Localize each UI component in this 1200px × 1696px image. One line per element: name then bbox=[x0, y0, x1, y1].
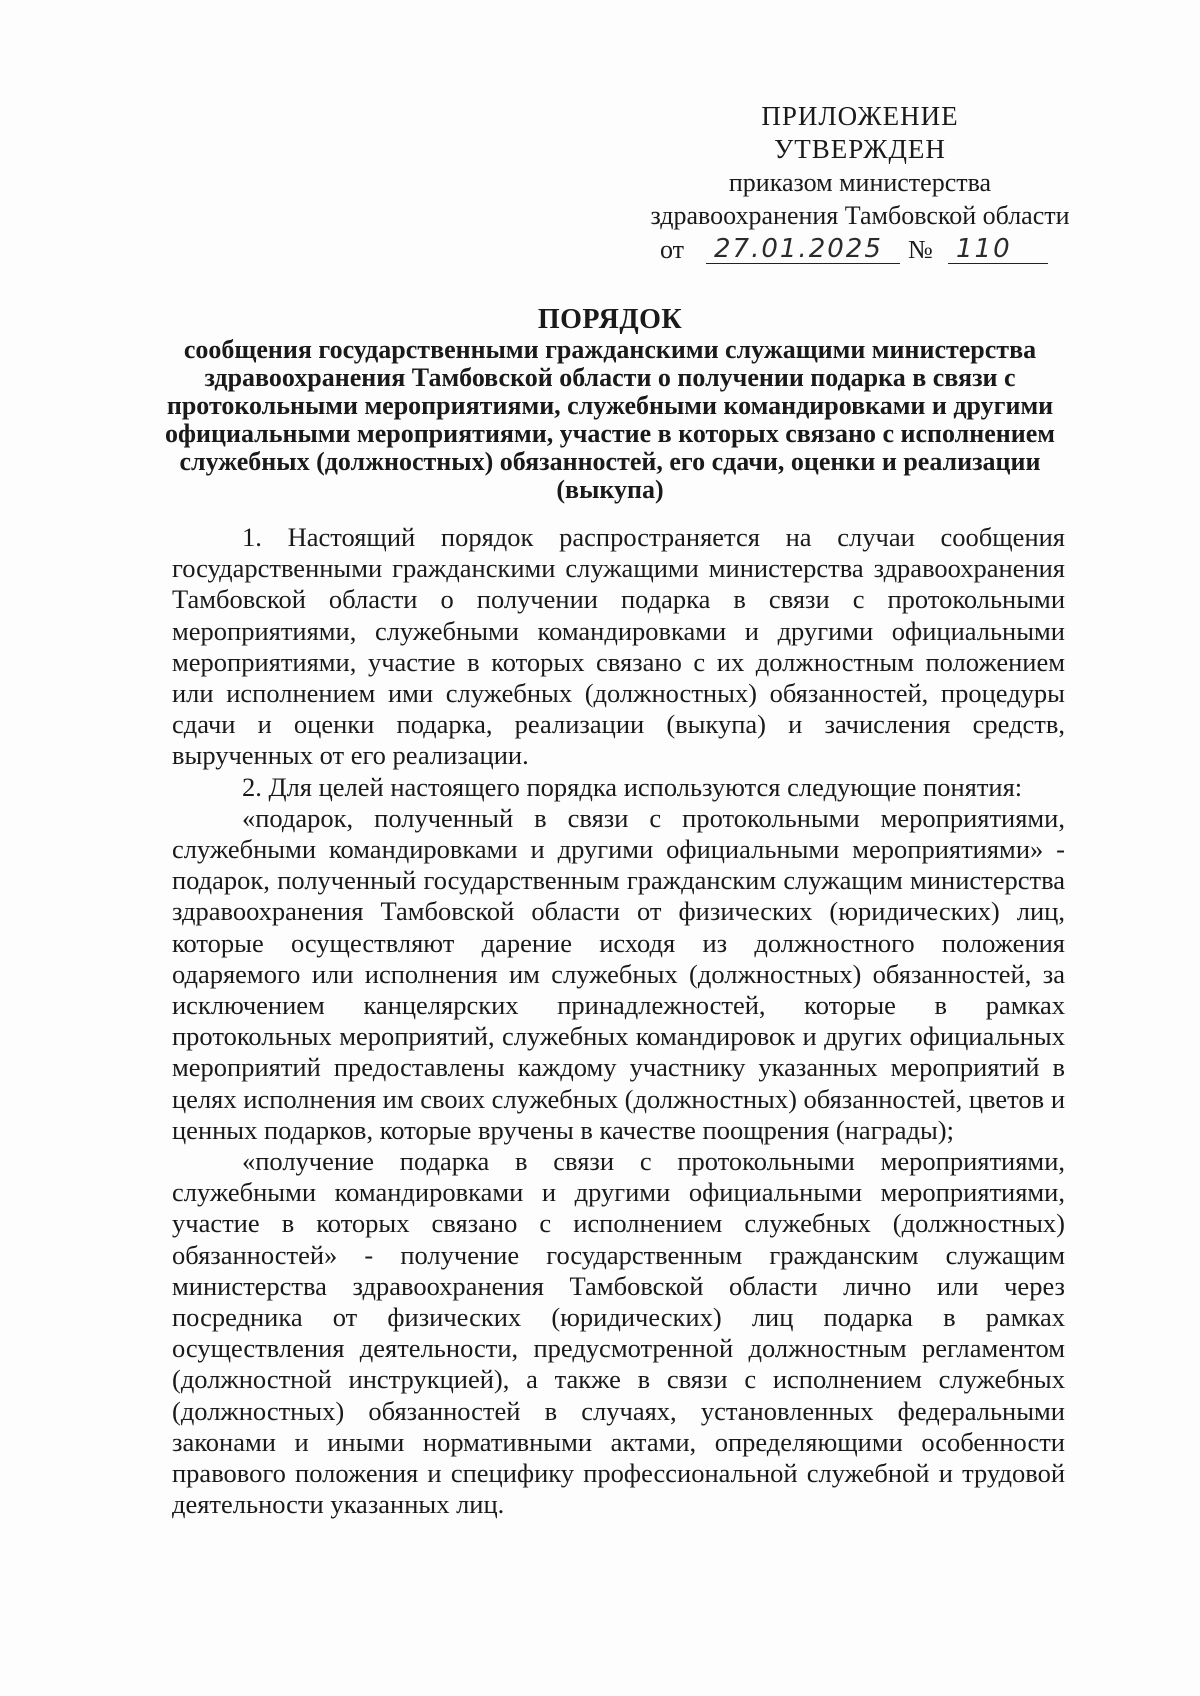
order-number-handwritten: 110 bbox=[948, 234, 1048, 264]
order-date-handwritten: 27.01.2025 bbox=[706, 234, 900, 264]
ministry-line: здравоохранения Тамбовской области bbox=[650, 201, 1070, 230]
approved-heading: УТВЕРЖДЕН bbox=[774, 134, 946, 164]
approval-stamp-block bbox=[600, 100, 1120, 232]
paragraph-1: 1. Настоящий порядок распространяется на случаи сообщения государственными гражданскими служащими министерства здравоохранения Тамбовской области о получении подарка в связи с протокольными мероприятиями, служебными командировками и другими официальными мероприятиями, участие в которых связано с их должностным положением или исполнением ими служебных (должностных) обязанностей, процедуры сдачи и оценки подарка, реализации (выкупа) и зачисления средств, вырученных от его реализации. bbox=[172, 522, 1065, 771]
definition-gift: «подарок, полученный в связи с протокольными мероприятиями, служебными командировками и другими официальными мероприятиями» - подарок, полученный государственным гражданским служащим министерства здравоохранения Тамбовской области от физических (юридических) лиц, которые осуществляют дарение исходя из должностного положения одаряемого или исполнения им служебных (должностных) обязанностей, за исключением канцелярских принадлежностей, которые в рамках протокольных мероприятий, служебных командировок и других официальных мероприятий предоставлены каждому участнику указанных мероприятий в целях исполнения им своих служебных (должностных) обязанностей, цветов и ценных подарков, которые вручены в качестве поощрения (награды); bbox=[172, 802, 1065, 1145]
definition-receiving-gift: «получение подарка в связи с протокольными мероприятиями, служебными командировками и другими официальными мероприятиями, участие в которых связано с исполнением служебных (должностных) обязанностей» - получение государственным гражданским служащим министерства здравоохранения Тамбовской области лично или через посредника от физических (юридических) лиц подарка в рамках осуществления деятельности, предусмотренной должностным регламентом (должностной инструкцией), а также в связи с исполнением служебных (должностных) обязанностей в случаях, установленных федеральными законами и иными нормативными актами, определяющими особенности правового положения и специфику профессиональной служебной и трудовой деятельности указанных лиц. bbox=[172, 1146, 1065, 1520]
document-subtitle: сообщения государственными гражданскими служащими министерства здравоохранения Тамбовской области о получении подарка в связи с протокольными мероприятиями, служебными командировками и другими официальными мероприятиями, участие в которых связано с исполнением служебных (должностных) обязанностей, его сдачи, оценки и реализации (выкупа) bbox=[165, 335, 1055, 504]
order-line: приказом министерства bbox=[728, 168, 992, 197]
paragraph-2: 2. Для целей настоящего порядка используются следующие понятия: bbox=[242, 771, 1023, 802]
appendix-heading: ПРИЛОЖЕНИЕ bbox=[761, 101, 959, 131]
document-title-block bbox=[150, 306, 1070, 504]
number-label: № bbox=[908, 235, 933, 264]
document-title: ПОРЯДОК bbox=[537, 304, 683, 335]
date-label: от bbox=[660, 235, 685, 264]
document-body bbox=[172, 522, 1065, 1521]
